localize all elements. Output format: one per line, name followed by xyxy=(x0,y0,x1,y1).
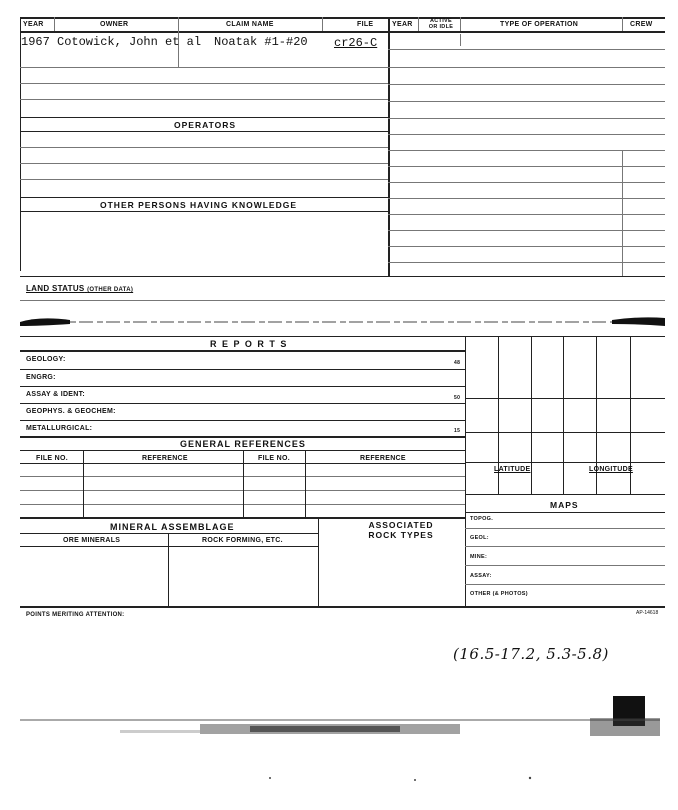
right-row-line xyxy=(388,118,665,119)
header-year: YEAR xyxy=(23,21,44,28)
right-row-line xyxy=(388,150,665,151)
maps-other: OTHER (& PHOTOS) xyxy=(470,591,528,597)
col-div-year xyxy=(54,17,55,31)
header-crew: CREW xyxy=(630,21,653,28)
right-row-line xyxy=(388,166,665,167)
reports-metallurgical-label: METALLURGICAL: xyxy=(26,425,93,432)
mineral-rock-divider xyxy=(318,517,319,606)
entry-year: 1967 xyxy=(21,35,50,49)
right-row-line xyxy=(388,67,665,68)
right-row-line xyxy=(388,230,665,231)
crew-col-lower xyxy=(622,150,623,276)
top-border xyxy=(20,17,665,19)
maps-row-line xyxy=(465,584,665,585)
reports-geophys-label: GEOPHYS. & GEOCHEM: xyxy=(26,408,116,415)
maps-mine: MINE: xyxy=(470,554,488,560)
center-divider xyxy=(388,17,390,277)
maps-header-line xyxy=(465,512,665,513)
reports-row-line xyxy=(20,420,465,421)
header-file: FILE xyxy=(357,21,374,28)
right-row-line xyxy=(388,134,665,135)
row-line xyxy=(20,211,388,212)
col-div-year2 xyxy=(418,17,419,31)
entry-claim-name: Noatak #1-#20 xyxy=(214,35,308,49)
references-reference-2: REFERENCE xyxy=(360,455,406,462)
ore-minerals-header: ORE MINERALS xyxy=(63,537,121,544)
other-persons-heading: OTHER PERSONS HAVING KNOWLEDGE xyxy=(100,200,298,210)
references-file-no-1: FILE NO. xyxy=(36,455,68,462)
references-col-div xyxy=(83,450,84,517)
row-line xyxy=(20,99,388,100)
left-border xyxy=(20,17,21,271)
top-table-bottom-border xyxy=(20,276,665,277)
reports-header-line xyxy=(20,350,465,352)
mineral-header-bottom xyxy=(20,546,318,547)
land-status-label xyxy=(26,284,133,293)
row-line xyxy=(20,147,388,148)
header-owner: OWNER xyxy=(100,21,129,28)
reports-assay-num: 50 xyxy=(454,395,461,401)
right-row-line xyxy=(388,262,665,263)
points-meriting-attention: POINTS MERITING ATTENTION: xyxy=(26,612,125,618)
maps-assay: ASSAY: xyxy=(470,573,492,579)
grid-row xyxy=(465,398,665,399)
right-row-line xyxy=(388,198,665,199)
entry-owner: Cotowick, John et al xyxy=(57,35,202,49)
mineral-subheader-line xyxy=(20,533,318,534)
reports-geology-label: GEOLOGY: xyxy=(26,356,66,363)
references-file-no-2: FILE NO. xyxy=(258,455,290,462)
associated-rock-types-heading: ASSOCIATED ROCK TYPES xyxy=(368,520,434,540)
references-reference-1: REFERENCE xyxy=(142,455,188,462)
grid-row xyxy=(465,462,665,463)
lower-bottom-border xyxy=(20,606,665,608)
grid-row xyxy=(465,432,665,433)
land-status-scan-band xyxy=(0,308,678,338)
right-row-line xyxy=(388,49,665,50)
header-type-of-operation: TYPE OF OPERATION xyxy=(500,21,579,28)
latitude-label: LATITUDE xyxy=(494,466,531,473)
right-row-line xyxy=(388,246,665,247)
reports-metallurgical-num: 15 xyxy=(454,428,461,434)
references-col-div xyxy=(305,450,306,517)
reports-bottom-line xyxy=(20,436,465,438)
row-line xyxy=(20,117,388,118)
header-active-or-idle: ACTIVE OR IDLE xyxy=(428,18,454,30)
header-bottom-border xyxy=(20,31,665,33)
form-number: AP-14618 xyxy=(636,610,659,616)
general-references-heading: GENERAL REFERENCES xyxy=(180,439,306,449)
active-tick xyxy=(460,34,461,46)
mineral-col-div xyxy=(168,533,169,606)
references-bottom-line xyxy=(20,517,465,519)
rock-forming-header: ROCK FORMING, ETC. xyxy=(202,537,283,544)
lower-top-border xyxy=(20,336,665,337)
maps-row-line xyxy=(465,528,665,529)
maps-geol: GEOL: xyxy=(470,535,489,541)
row-line xyxy=(20,67,388,68)
reports-row-line xyxy=(20,403,465,404)
grid-col xyxy=(531,336,532,494)
right-row-line xyxy=(388,101,665,102)
land-status-subtitle: (OTHER DATA) xyxy=(87,287,134,293)
handwritten-coordinates: (16.5-17.2, 5.3-5.8) xyxy=(453,645,609,663)
row-line xyxy=(20,179,388,180)
references-col-div xyxy=(243,450,244,517)
right-row-line xyxy=(388,182,665,183)
row-line xyxy=(20,163,388,164)
maps-heading: MAPS xyxy=(550,500,579,510)
header-claim-name: CLAIM NAME xyxy=(226,21,274,28)
operators-heading: OPERATORS xyxy=(174,120,237,130)
maps-row-line xyxy=(465,565,665,566)
longitude-label: LONGITUDE xyxy=(589,466,633,473)
header-year-2: YEAR xyxy=(392,21,413,28)
reports-heading: R E P O R T S xyxy=(210,339,288,349)
grid-col xyxy=(563,336,564,494)
col-div-claim xyxy=(322,17,323,31)
right-row-line xyxy=(388,84,665,85)
col-div-type xyxy=(622,17,623,31)
land-status-title: LAND STATUS xyxy=(26,284,85,293)
row-line xyxy=(20,83,388,84)
land-status-line xyxy=(20,300,665,301)
maps-top-line xyxy=(465,494,665,495)
reports-engrg-label: ENGRG: xyxy=(26,374,56,381)
reports-row-line xyxy=(20,386,465,387)
reports-row-line xyxy=(20,369,465,370)
right-row-line xyxy=(388,214,665,215)
maps-topog: TOPOG. xyxy=(470,516,494,522)
col-div-active xyxy=(460,17,461,31)
maps-row-line xyxy=(465,546,665,547)
reports-assay-label: ASSAY & IDENT: xyxy=(26,391,86,398)
scan-noise-band xyxy=(0,690,678,810)
row-line xyxy=(20,197,388,198)
entry-file: cr26-C xyxy=(334,36,378,50)
mineral-assemblage-heading: MINERAL ASSEMBLAGE xyxy=(110,522,235,532)
row-line xyxy=(20,131,388,132)
reports-geology-num: 48 xyxy=(454,360,461,366)
